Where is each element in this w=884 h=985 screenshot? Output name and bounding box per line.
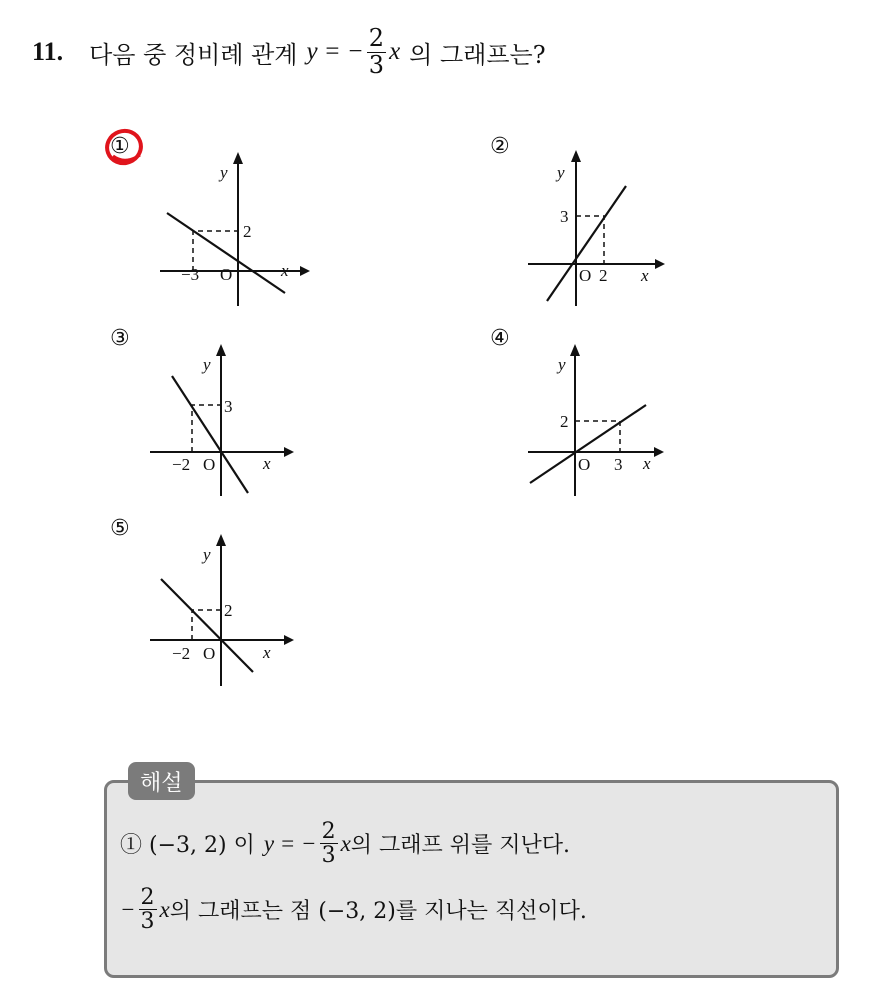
tick-y-label: 2 bbox=[243, 222, 252, 241]
equation-fraction bbox=[367, 26, 386, 77]
tick-x-label: 2 bbox=[599, 266, 608, 285]
x-axis-arrow bbox=[300, 266, 310, 276]
explanation-line-2 bbox=[120, 886, 587, 933]
question-text-before: 다음 중 정비례 관계 bbox=[89, 40, 298, 69]
axis-x-label: x bbox=[643, 454, 651, 473]
tick-y-label: 2 bbox=[224, 601, 233, 620]
y-axis-arrow bbox=[216, 534, 226, 546]
explanation-fraction bbox=[320, 820, 338, 867]
origin-label: O bbox=[203, 644, 216, 663]
option-2[interactable] bbox=[490, 134, 710, 314]
axis-x-label: x bbox=[281, 261, 289, 280]
tick-x-label: −3 bbox=[181, 265, 200, 284]
x-axis-arrow bbox=[284, 447, 294, 457]
tick-x-label: −2 bbox=[172, 644, 191, 663]
axis-x-label: x bbox=[263, 643, 271, 662]
axis-y-label: y bbox=[557, 163, 565, 182]
option-2-graph bbox=[490, 134, 710, 314]
fraction-numerator: 2 bbox=[368, 24, 385, 53]
axis-x-label: x bbox=[263, 454, 271, 473]
option-3[interactable] bbox=[110, 326, 330, 506]
y-axis-arrow bbox=[570, 344, 580, 356]
origin-label: O bbox=[220, 265, 233, 284]
y-axis-arrow bbox=[571, 150, 581, 162]
option-3-graph bbox=[110, 326, 330, 506]
question-number: 11. bbox=[32, 37, 64, 66]
axis-y-label: y bbox=[220, 163, 228, 182]
explanation-line1-start: ① (−3, 2) 이 bbox=[120, 833, 255, 859]
explanation-equation-lhs: y = − bbox=[263, 830, 317, 856]
option-5[interactable] bbox=[110, 516, 330, 696]
x-axis-arrow bbox=[654, 447, 664, 457]
explanation-tag: 해설 bbox=[128, 762, 195, 800]
fraction-denominator: 3 bbox=[368, 50, 385, 79]
explanation-variable-2: x bbox=[159, 896, 170, 922]
origin-label: O bbox=[203, 455, 216, 474]
explanation-line2-end: 의 그래프는 점 (−3, 2)를 지나는 직선이다. bbox=[169, 899, 587, 925]
option-4[interactable] bbox=[490, 326, 710, 506]
equation-lhs: y = − bbox=[306, 38, 364, 65]
axis-y-label: y bbox=[203, 355, 211, 374]
graph-line bbox=[172, 376, 248, 493]
axis-y-label: y bbox=[203, 545, 211, 564]
x-axis-arrow bbox=[284, 635, 294, 645]
option-1[interactable] bbox=[110, 134, 330, 314]
explanation-variable: x bbox=[340, 830, 351, 856]
origin-label: O bbox=[578, 455, 591, 474]
question-text-after: 의 그래프는? bbox=[409, 40, 546, 69]
tick-x-label: 3 bbox=[614, 455, 623, 474]
option-3-label: ③ bbox=[110, 326, 130, 351]
tick-y-label: 3 bbox=[560, 207, 569, 226]
tick-y-label: 2 bbox=[560, 412, 569, 431]
option-2-label: ② bbox=[490, 134, 510, 159]
explanation-line-1 bbox=[120, 820, 570, 867]
equation-variable: x bbox=[389, 38, 401, 65]
fraction-denominator: 3 bbox=[140, 909, 155, 935]
explanation-line2-neg: − bbox=[120, 896, 136, 922]
fraction-numerator: 2 bbox=[321, 819, 336, 844]
explanation-fraction-2 bbox=[139, 886, 157, 933]
option-4-label: ④ bbox=[490, 326, 510, 351]
option-5-graph bbox=[110, 516, 330, 696]
tick-y-label: 3 bbox=[224, 397, 233, 416]
axis-y-label: y bbox=[558, 355, 566, 374]
option-5-label: ⑤ bbox=[110, 516, 130, 541]
option-1-label: ① bbox=[110, 134, 130, 159]
fraction-numerator: 2 bbox=[140, 885, 155, 910]
origin-label: O bbox=[579, 266, 592, 285]
option-4-graph bbox=[490, 326, 710, 506]
y-axis-arrow bbox=[233, 152, 243, 164]
tick-x-label: −2 bbox=[172, 455, 191, 474]
question-line bbox=[32, 22, 546, 82]
x-axis-arrow bbox=[655, 259, 665, 269]
fraction-denominator: 3 bbox=[321, 843, 336, 869]
axis-x-label: x bbox=[641, 266, 649, 285]
y-axis-arrow bbox=[216, 344, 226, 356]
explanation-box bbox=[104, 780, 839, 978]
explanation-line1-end: 의 그래프 위를 지난다. bbox=[350, 833, 571, 859]
